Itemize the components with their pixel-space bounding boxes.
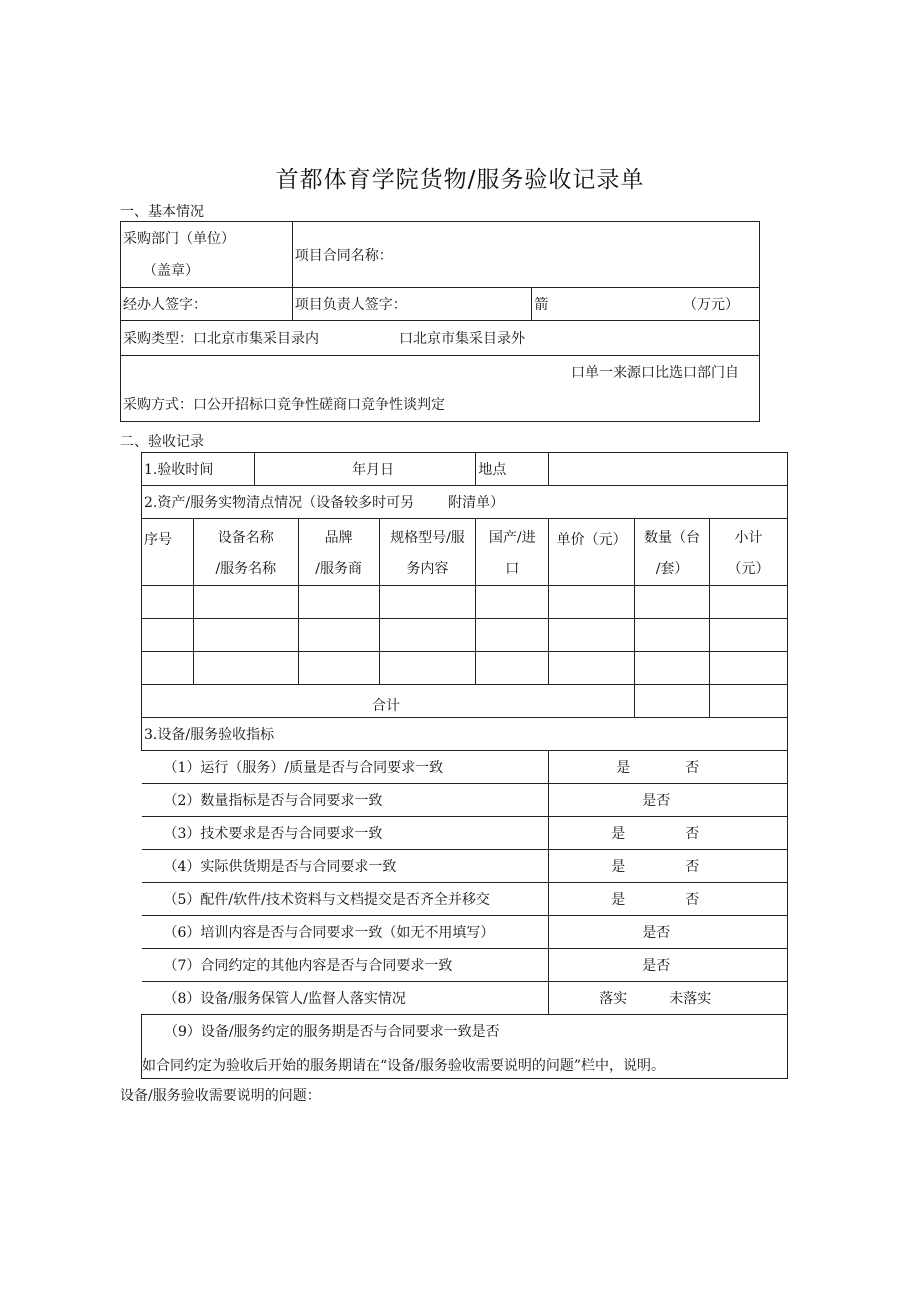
inventory-attach: 附清单） (448, 495, 505, 511)
basic-info-table (120, 221, 760, 422)
purchase-type-cell (121, 321, 760, 356)
place-value-cell[interactable] (549, 453, 788, 486)
col-header: 国产/进 口 (476, 519, 549, 586)
indicator-row: （3）技术要求是否与合同要求一致 是 否 (142, 817, 788, 850)
col-header: 小计 （元） (710, 519, 788, 586)
indicator-row: （4）实际供货期是否与合同要求一致 是 否 (142, 850, 788, 883)
date-cell[interactable] (254, 453, 476, 486)
total-row (142, 685, 788, 718)
indicator-choice[interactable]: 是 否 (549, 883, 788, 916)
inventory-label: 2.资产/服务实物清点情况（设备较多时可另 (144, 495, 415, 511)
page-title: 首都体育学院货物/服务验收记录单 (275, 167, 645, 193)
total-label: 合计 (372, 698, 401, 714)
service-period-note: 如合同约定为验收后开始的服务期请在“设备/服务验收需要说明的问题”栏中，说明。 (142, 1058, 666, 1074)
place-label-cell (476, 453, 549, 486)
table-row (142, 586, 788, 619)
indicator-choice[interactable]: 是 否 (549, 850, 788, 883)
total-quantity-cell[interactable] (635, 685, 710, 718)
project-lead-cell[interactable] (292, 288, 532, 321)
items-header-row (142, 519, 788, 586)
place-label: 地点 (478, 462, 507, 478)
section-basic-heading: 一、基本情况 (120, 204, 204, 220)
indicator-row: （2）数量指标是否与合同要求一致 是否 (142, 784, 788, 817)
indicator-choice[interactable]: 是否 (549, 784, 788, 817)
type-option-outside[interactable]: 口北京市集采目录外 (399, 331, 525, 347)
amount-unit: （万元） (683, 297, 739, 313)
indicator-row: （8）设备/服务保管人/监督人落实情况 落实 未落实 (142, 982, 788, 1015)
indicator-row: （5）配件/软件/技术资料与文档提交是否齐全并移交 是 否 (142, 883, 788, 916)
dept-cell[interactable] (121, 222, 293, 288)
indicator-choice[interactable]: 落实 未落实 (549, 982, 788, 1015)
method-options-line2[interactable]: 口公开招标口竞争性磋商口竞争性谈判定 (193, 396, 445, 413)
indicator-choice[interactable]: 是否 (549, 949, 788, 982)
table-row (142, 652, 788, 685)
item9-row (142, 1015, 788, 1079)
col-header: 序号 (142, 519, 194, 586)
dept-label-line2: （盖章） (143, 262, 199, 279)
handler-cell[interactable] (121, 288, 293, 321)
type-label: 采购类型： (123, 331, 193, 347)
total-label-cell (142, 685, 635, 718)
method-options-line1[interactable]: 口单一来源口比选口部门自 (571, 364, 739, 381)
indicator-row: （7）合同约定的其他内容是否与合同要求一致 是否 (142, 949, 788, 982)
amount-cell[interactable] (532, 288, 760, 321)
col-header: 单价（元） (549, 519, 635, 586)
indicator-row: （6）培训内容是否与合同要求一致（如无不用填写） 是否 (142, 916, 788, 949)
purchase-method-cell (121, 356, 760, 422)
acceptance-record-table (141, 452, 788, 1079)
contract-name-label: 项目合同名称： (294, 247, 393, 264)
indicator-choice[interactable]: 是 否 (549, 817, 788, 850)
indicator-row: （1）运行（服务）/质量是否与合同要求一致 是 否 (142, 751, 788, 784)
amount-label: 箭 (534, 297, 549, 313)
section-record-heading: 二、验收记录 (120, 434, 204, 450)
contract-name-cell[interactable] (292, 222, 759, 288)
indicator-choice[interactable]: 是 否 (549, 751, 788, 784)
total-amount-cell[interactable] (710, 685, 788, 718)
col-header: 数量（台 /套） (635, 519, 710, 586)
type-option-inside[interactable]: 口北京市集采目录内 (193, 331, 319, 347)
col-header: 规格型号/服 务内容 (379, 519, 476, 586)
indicators-heading-cell (142, 718, 788, 751)
col-header: 品牌 /服务商 (298, 519, 379, 586)
dept-label-line1: 采购部门（单位） (123, 230, 235, 247)
col-header: 设备名称 /服务名称 (193, 519, 298, 586)
issues-label: 设备/服务验收需要说明的问题： (120, 1088, 321, 1104)
time-label-cell (142, 453, 255, 486)
time-label: 1.验收时间 (144, 462, 214, 478)
item9-text[interactable]: （9）设备/服务约定的服务期是否与合同要求一致是否 (164, 1024, 500, 1040)
inventory-cell (142, 486, 788, 519)
indicator-choice[interactable]: 是否 (549, 916, 788, 949)
project-lead-label: 项目负责人签字： (294, 297, 407, 313)
handler-label: 经办人签字： (123, 297, 207, 313)
indicators-label: 3.设备/服务验收指标 (144, 727, 275, 743)
table-row (142, 619, 788, 652)
method-label: 采购方式： (123, 396, 193, 413)
date-text: 年月日 (352, 462, 395, 478)
